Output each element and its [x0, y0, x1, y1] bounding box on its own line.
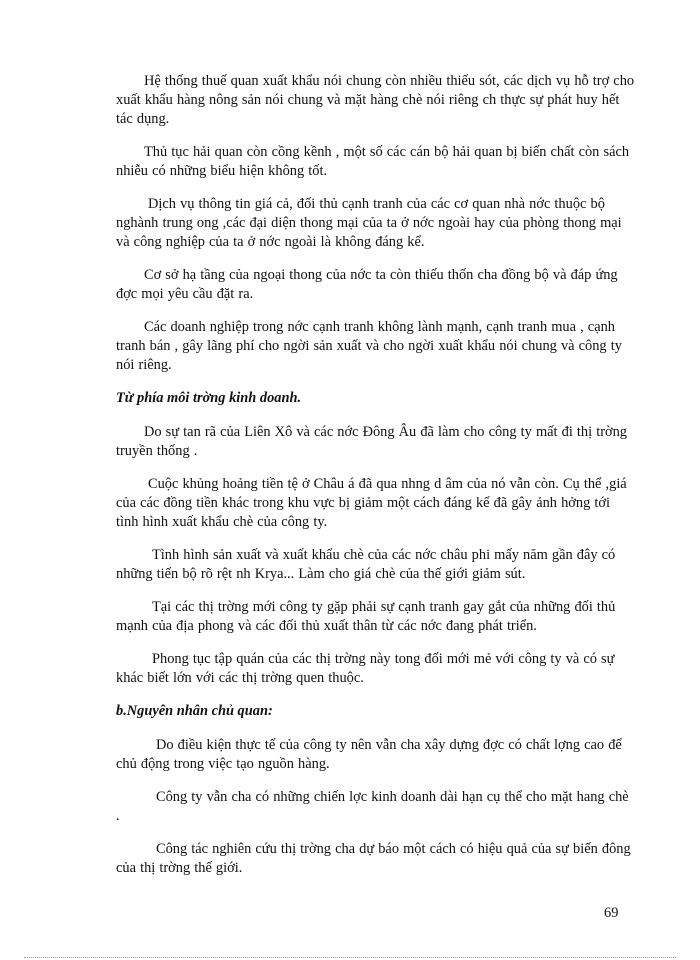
paragraph-new-markets: Tại các thị trờng mới công ty gặp phải sự cạnh tranh gay gắt của những đối thủ mạnh của địa phong và các đối thủ xuất thân từ các nớc đang phát triển. — [116, 599, 616, 634]
section-heading-subjective-causes: b.Nguyên nhân chủ quan: — [116, 703, 273, 719]
paragraph-africa-production: Tình hình sản xuất và xuất khẩu chè của các nớc châu phi mấy năm gần đây có những tiến bộ rõ rệt nh Krya... Làm cho giá chè của thế giới giảm sút. — [116, 547, 616, 582]
paragraph-sourcing-conditions: Do điều kiện thực tế của công ty nên vẫn cha xây dựng đợc có chất lợng cao để chủ động trong việc tạo nguồn hàng. — [116, 737, 622, 772]
paragraph-information-services: Dịch vụ thông tin giá cả, đối thủ cạnh tranh của các cơ quan nhà nớc thuộc bộ nghành trung ong ,các đại diện thong mại của ta ở nớc ngoài hay của phòng thong mại và công nghiệp của ta ở nớc ngoài là không đáng kể. — [116, 196, 622, 250]
paragraph-infrastructure: Cơ sở hạ tầng của ngoại thong của nớc ta còn thiếu thốn cha đồng bộ và đáp ứng đợc mọi yêu cầu đặt ra. — [116, 267, 618, 302]
paragraph-long-term-strategy: Công ty vẫn cha có những chiến lợc kinh doanh dài hạn cụ thể cho mặt hang chè . — [116, 789, 629, 824]
paragraph-customs-procedures: Thủ tục hải quan còn cồng kềnh , một số các cán bộ hải quan bị biến chất còn sách nhiễu có những biểu hiện không tốt. — [116, 144, 630, 179]
bottom-dotted-rule — [24, 957, 676, 958]
page-number: 69 — [604, 905, 619, 921]
paragraph-soviet-collapse: Do sự tan rã của Liên Xô và các nớc Đông Âu đã làm cho công ty mất đi thị trờng truyền thống . — [116, 424, 627, 459]
paragraph-market-research: Công tác nghiên cứu thị trờng cha dự báo một cách có hiệu quả của sự biến đông của thị trờng thế giới. — [116, 841, 631, 876]
page-body — [116, 72, 636, 892]
paragraph-asian-crisis: Cuộc khủng hoảng tiền tệ ở Châu á đã qua nhng d âm của nó vẫn còn. Cụ thể ,giá của các đồng tiền khác trong khu vực bị giảm một cách đáng kể đã gây ảnh hởng tới tình hình xuất khẩu chè của công ty. — [116, 476, 627, 530]
paragraph-tariff-system: Hệ thống thuế quan xuất khẩu nói chung còn nhiều thiếu sót, các dịch vụ hỗ trợ cho xuất khẩu hàng nông sản nói chung và mặt hàng chè nói riêng ch thực sự phát huy hết tác dụng. — [116, 73, 635, 127]
paragraph-domestic-competition: Các doanh nghiệp trong nớc cạnh tranh không lành mạnh, cạnh tranh mua , cạnh tranh bán , gây lãng phí cho ngời sản xuất và cho ngời xuất khẩu nói chung và công ty nói riêng. — [116, 319, 622, 373]
paragraph-market-customs: Phong tục tập quán của các thị trờng này tong đối mới mẻ với công ty và có sự khác biết lớn với các thị trờng quen thuộc. — [116, 651, 615, 686]
section-heading-business-environment: Từ phía môi trờng kinh doanh. — [116, 390, 302, 406]
